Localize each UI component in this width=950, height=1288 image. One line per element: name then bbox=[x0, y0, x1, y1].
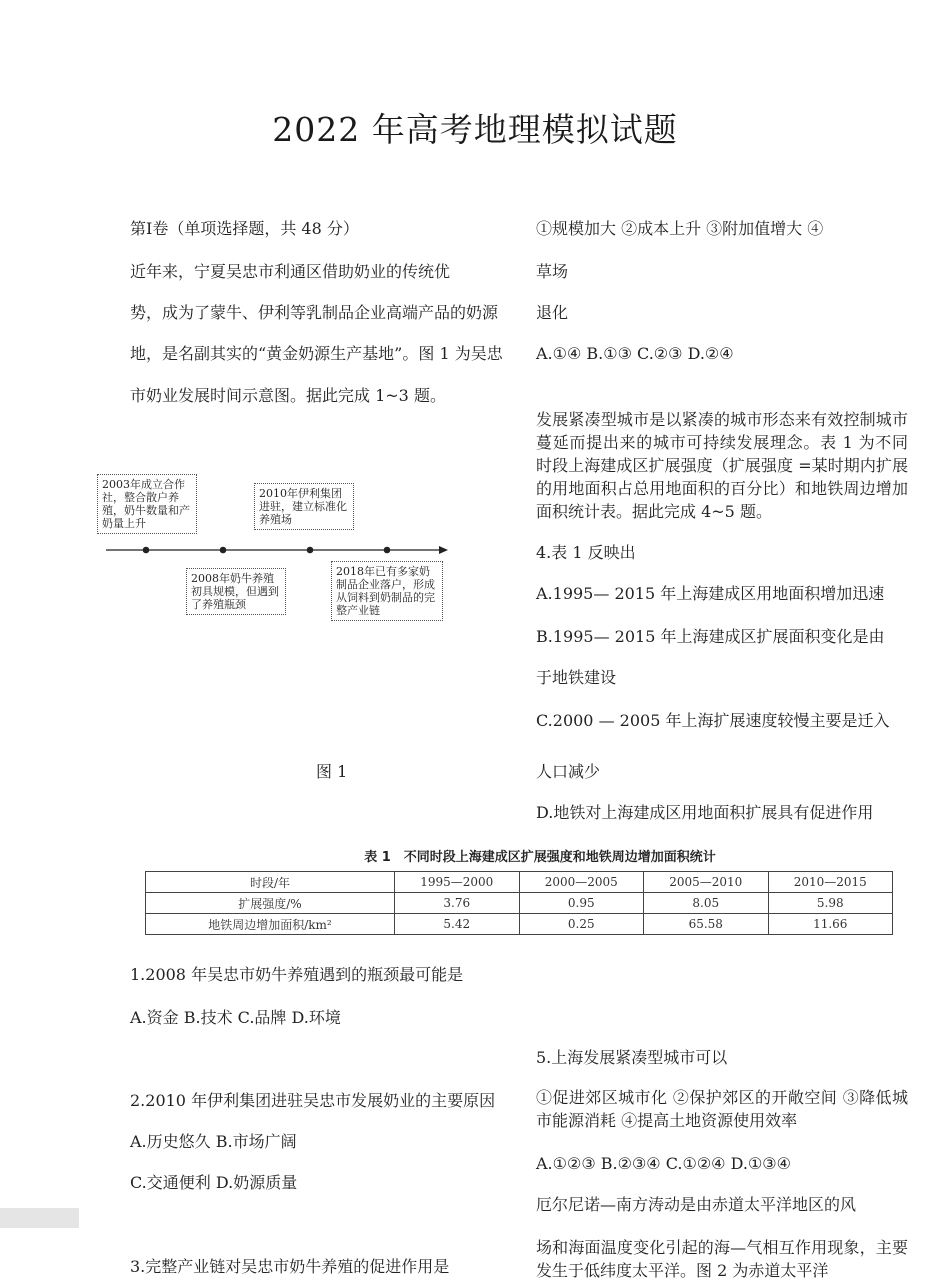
table-cell: 5.98 bbox=[768, 893, 893, 914]
table-header-cell: 2010—2015 bbox=[768, 872, 893, 893]
table-cell: 地铁周边增加面积/km² bbox=[146, 914, 395, 935]
timeline-box-2018: 2018年已有多家奶制品企业落户，形成从饲料到奶制品的完整产业链 bbox=[331, 561, 443, 621]
table-header-cell: 2000—2005 bbox=[519, 872, 644, 893]
question-4-option-b-cont: 于地铁建设 bbox=[536, 668, 617, 687]
question-2-options-cd: C.交通便利 D.奶源质量 bbox=[130, 1173, 298, 1192]
data-table bbox=[145, 871, 893, 935]
question-4: 4.表 1 反映出 bbox=[536, 543, 636, 562]
timeline-box-2008: 2008年奶牛养殖初具规模，但遇到了养殖瓶颈 bbox=[186, 568, 286, 615]
figure-caption: 图 1 bbox=[316, 762, 348, 781]
table-caption: 表 1 不同时段上海建成区扩展强度和地铁周边增加面积统计 bbox=[364, 850, 716, 865]
question-1-options: A.资金 B.技术 C.品牌 D.环境 bbox=[130, 1008, 341, 1027]
question-3: 3.完整产业链对吴忠市奶牛养殖的促进作用是 bbox=[130, 1257, 450, 1276]
timeline-box-2010: 2010年伊利集团进驻，建立标准化养殖场 bbox=[254, 483, 354, 530]
enso-passage-line-1: 厄尔尼诺—南方涛动是由赤道太平洋地区的风 bbox=[536, 1195, 857, 1214]
timeline-box-2003: 2003年成立合作社，整合散户养殖，奶牛数量和产奶量上升 bbox=[97, 474, 197, 534]
question-4-option-c: C.2000 — 2005 年上海扩展速度较慢主要是迁入 bbox=[536, 711, 890, 730]
gray-bar bbox=[0, 1208, 79, 1228]
intro-line-2: 势，成为了蒙牛、伊利等乳制品企业高端产品的奶源 bbox=[130, 303, 499, 322]
table-row bbox=[146, 914, 893, 935]
question-2-options-ab: A.历史悠久 B.市场广阔 bbox=[130, 1132, 297, 1151]
question-3-items-line-3: 退化 bbox=[536, 303, 569, 322]
question-5: 5.上海发展紧凑型城市可以 bbox=[536, 1048, 728, 1067]
question-5-options: A.①②③ B.②③④ C.①②④ D.①③④ bbox=[536, 1154, 791, 1173]
table-header-row bbox=[146, 872, 893, 893]
timeline-dot-2010 bbox=[307, 547, 314, 554]
intro-line-3: 地，是名副其实的“黄金奶源生产基地”。图 1 为吴忠 bbox=[130, 344, 503, 363]
table-header-cell: 时段/年 bbox=[146, 872, 395, 893]
section-heading: 第Ⅰ卷（单项选择题，共 48 分） bbox=[130, 219, 359, 238]
table-header-cell: 2005—2010 bbox=[644, 872, 769, 893]
table-cell: 0.25 bbox=[519, 914, 644, 935]
table-row bbox=[146, 893, 893, 914]
timeline-dot-2003 bbox=[143, 547, 150, 554]
table-cell: 8.05 bbox=[644, 893, 769, 914]
table-cell: 0.95 bbox=[519, 893, 644, 914]
question-1: 1.2008 年吴忠市奶牛养殖遇到的瓶颈最可能是 bbox=[130, 965, 464, 984]
table-cell: 11.66 bbox=[768, 914, 893, 935]
question-4-option-c-cont: 人口减少 bbox=[536, 762, 601, 781]
intro-line-1: 近年来，宁夏吴忠市利通区借助奶业的传统优 bbox=[130, 262, 451, 281]
table-cell: 5.42 bbox=[395, 914, 520, 935]
intro-line-4: 市奶业发展时间示意图。据此完成 1~3 题。 bbox=[130, 386, 446, 405]
page-title: 2022 年高考地理模拟试题 bbox=[272, 110, 678, 149]
question-2: 2.2010 年伊利集团进驻吴忠市发展奶业的主要原因 bbox=[130, 1091, 496, 1110]
passage-compact-city: 发展紧凑型城市是以紧凑的城市形态来有效控制城市蔓延而提出来的城市可持续发展理念。表 1 为不同时段上海建成区扩展强度（扩展强度 =某时期内扩展的用地面积占总用地面积的百分比）和地铁周边增加面积统计表。据此完成 4~5 题。 bbox=[536, 410, 908, 521]
table-header-cell: 1995—2000 bbox=[395, 872, 520, 893]
table-cell: 3.76 bbox=[395, 893, 520, 914]
timeline-dot-2018 bbox=[384, 547, 391, 554]
question-4-option-d: D.地铁对上海建成区用地面积扩展具有促进作用 bbox=[536, 803, 874, 822]
timeline-dot-2008 bbox=[220, 547, 227, 554]
question-3-options: A.①④ B.①③ C.②③ D.②④ bbox=[536, 344, 734, 363]
table-cell: 65.58 bbox=[644, 914, 769, 935]
timeline-axis bbox=[96, 540, 452, 560]
question-4-option-a: A.1995— 2015 年上海建成区用地面积增加迅速 bbox=[536, 584, 885, 603]
table-cell: 扩展强度/% bbox=[146, 893, 395, 914]
question-5-items: ①促进郊区城市化 ②保护郊区的开敞空间 ③降低城市能源消耗 ④提高土地资源使用效率 bbox=[536, 1088, 908, 1130]
enso-passage-line-2: 场和海面温度变化引起的海—气相互作用现象，主要发生于低纬度太平洋。图 2 为赤道太平洋 bbox=[536, 1238, 908, 1280]
question-3-items: ①规模加大 ②成本上升 ③附加值增大 ④ bbox=[536, 219, 824, 238]
question-3-items-line-2: 草场 bbox=[536, 262, 569, 281]
question-4-option-b: B.1995— 2015 年上海建成区扩展面积变化是由 bbox=[536, 627, 885, 646]
